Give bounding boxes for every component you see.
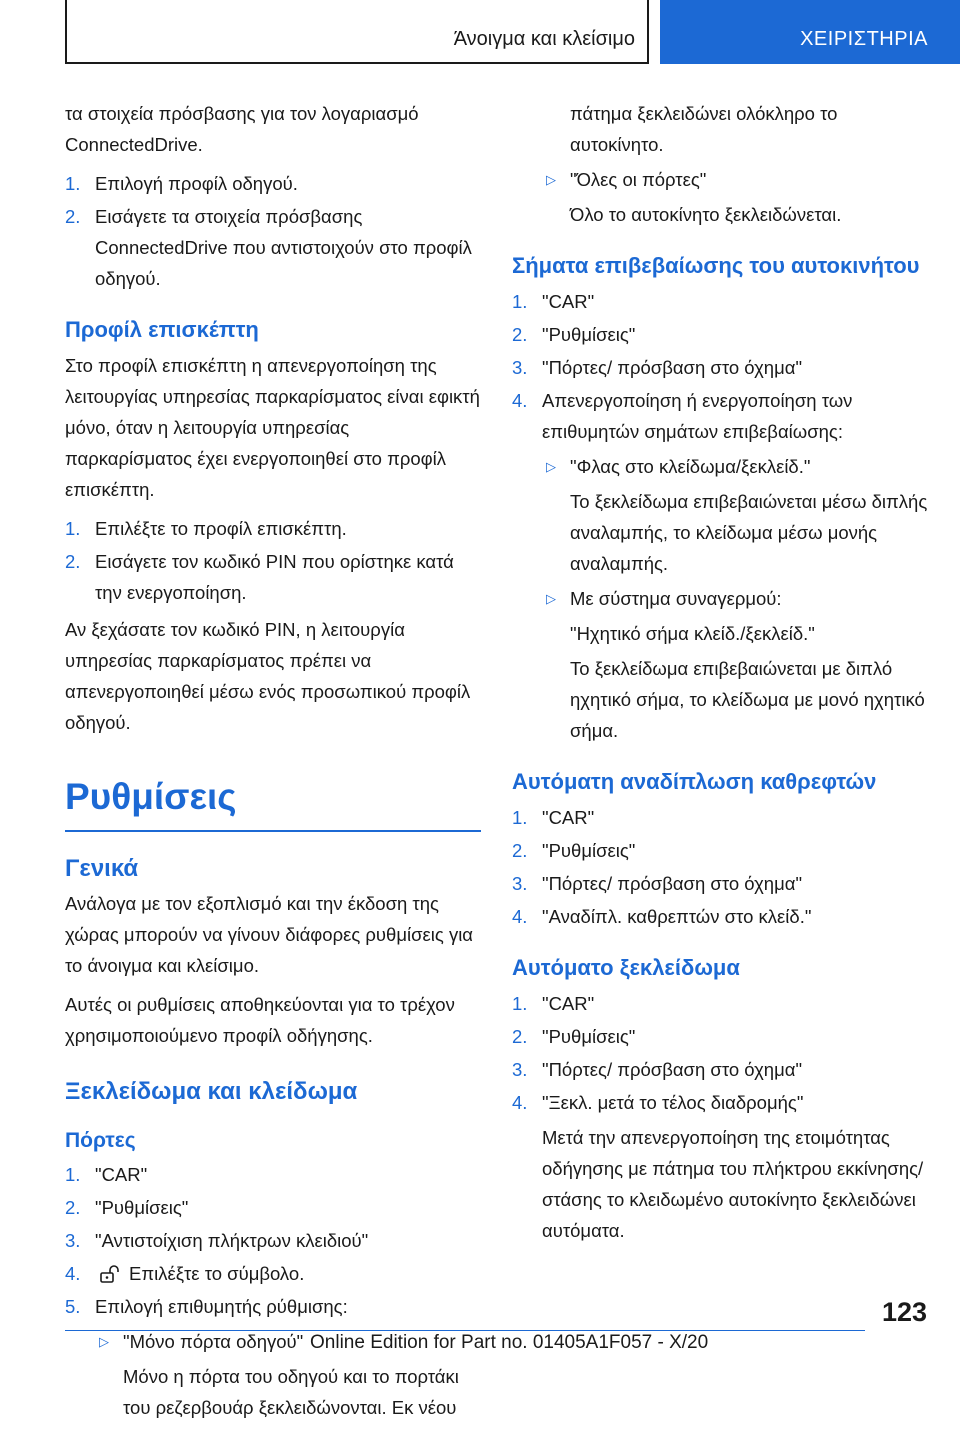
triangle-bullet-icon: ▷: [546, 459, 556, 474]
list-item: 1. "CAR": [512, 807, 595, 828]
confirm-steps-list: [512, 286, 932, 746]
triangle-bullet-icon: ▷: [546, 591, 556, 606]
list-item: 1. "CAR": [65, 1164, 148, 1185]
list-item: 5. Επιλογή επιθυμητής ρύθμισης: ▷ "Μόνο πόρτα οδηγού" Μόνο η πόρτα του οδηγού και το πορτάκι του ρεζερβουάρ ξεκλειδώνονται. Εκ νέου: [65, 1291, 481, 1423]
section-title-box: [65, 0, 649, 64]
list-item: 4. Απενεργοποίηση ή ενεργοποίηση των επιθυμητών σημάτων επιβεβαίωσης: ▷ "Φλας στο κλείδωμα/ξεκλείδ." Το ξεκλείδωμα επιβεβαιώνεται μέσω διπλής αναλαμπής, το κλείδωμα μέσω μονής αναλαμπής. ▷ Με σύστημα συναγερμού: "Ηχητικό σήμα κλείδ./ξεκλείδ." Το ξεκλείδωμα επιβεβαιώνεται με διπλό ηχητικό σήμα, το κλείδωμα με μονό ηχητικό σήμα.: [512, 385, 932, 746]
general-text-1: Ανάλογα με τον εξοπλισμό και την έκδοση της χώρας μπορούν να γίνουν διάφορες ρυθμίσεις για το άνοιγμα και κλείσιμο.: [65, 893, 473, 976]
unlock-key-icon: [99, 1265, 121, 1283]
left-column: [65, 98, 481, 1429]
heading-doors: Πόρτες: [65, 1129, 136, 1152]
mirror-steps-list: [512, 802, 932, 932]
right-column: [512, 98, 932, 1252]
list-item: 2. "Ρυθμίσεις": [512, 324, 636, 345]
list-item: 3. "Πόρτες/ πρόσβαση στο όχημα": [512, 357, 803, 378]
door-options-cont: [542, 98, 932, 230]
list-item: 2. "Ρυθμίσεις": [512, 840, 636, 861]
chapter-tab-label: ΧΕΙΡΙΣΤΗΡΙΑ: [800, 28, 928, 50]
list-item: 3. "Αντιστοίχιση πλήκτρων κλειδιού": [65, 1230, 369, 1251]
signal-options: [542, 451, 932, 746]
sub-item-cont: πάτημα ξεκλειδώνει ολόκληρο το αυτοκίνητο.: [570, 103, 838, 155]
sub-item-alarm: ▷ Με σύστημα συναγερμού: "Ηχητικό σήμα κλείδ./ξεκλείδ." Το ξεκλείδωμα επιβεβαιώνεται με διπλό ηχητικό σήμα, το κλείδωμα με μονό ηχητικό σήμα.: [542, 583, 932, 746]
list-item: 1. "CAR": [512, 291, 595, 312]
list-item: 4. "Ξεκλ. μετά το τέλος διαδρομής" Μετά την απενεργοποίηση της ετοιμότητας οδήγησης με πάτημα του πλήκτρου εκκίνησης/στάσης το κλειδωμένο αυτοκίνητο ξεκλειδώνει αυτόματα.: [512, 1092, 924, 1241]
page-number: 123: [881, 1297, 927, 1327]
list-item: 2. "Ρυθμίσεις": [512, 1026, 636, 1047]
list-item: 2. "Ρυθμίσεις": [65, 1197, 189, 1218]
edition-text: Online Edition for Part no. 01405A1F057 - X/20: [310, 1332, 709, 1353]
heading-confirm-signals: Σήματα επιβεβαίωσης του αυτοκινήτου: [512, 253, 920, 278]
section-title: Άνοιγμα και κλείσιμο: [453, 28, 635, 50]
heading-unlock-lock: Ξεκλείδωμα και κλείδωμα: [65, 1078, 358, 1105]
sub-item-all-doors: ▷ "Όλες οι πόρτες" Όλο το αυτοκίνητο ξεκλειδώνεται.: [542, 164, 932, 230]
list-item: 1. Επιλογή προφίλ οδηγού.: [65, 173, 298, 194]
chapter-tab[interactable]: [660, 0, 960, 64]
heading-general: Γενικά: [65, 855, 139, 882]
triangle-bullet-icon: ▷: [546, 172, 556, 187]
door-steps-list: [65, 1159, 481, 1423]
sub-item-driver-door: ▷ "Μόνο πόρτα οδηγού" Μόνο η πόρτα του οδηγού και το πορτάκι του ρεζερβουάρ ξεκλειδώνονται. Εκ νέου: [95, 1326, 481, 1423]
steps-list-b: [65, 513, 481, 608]
heading-mirror-fold: Αυτόματη αναδίπλωση καθρεφτών: [512, 769, 877, 794]
heading-auto-unlock: Αυτόματο ξεκλείδωμα: [512, 955, 740, 980]
footer-divider: [65, 1330, 865, 1331]
steps-list-a: [65, 168, 481, 294]
list-item: 4. Επιλέξτε το σύμβολο.: [65, 1263, 305, 1284]
list-item: 4. "Αναδίπλ. καθρεπτών στο κλείδ.": [512, 906, 812, 927]
list-item: 1. Επιλέξτε το προφίλ επισκέπτη.: [65, 518, 347, 539]
list-item: 3. "Πόρτες/ πρόσβαση στο όχημα": [512, 1059, 803, 1080]
guest-text: Στο προφίλ επισκέπτη η απενεργοποίηση της λειτουργίας υπηρεσίας παρκαρίσματος είναι εφικτή μόνο, όταν η λειτουργία υπηρεσίας παρκαρίσματος έχει ενεργοποιηθεί στο προφίλ επισκέπτη.: [65, 355, 480, 500]
general-text-2: Αυτές οι ρυθμίσεις αποθηκεύονται για το τρέχον χρησιμοποιούμενο προφίλ οδήγησης.: [65, 994, 455, 1046]
heading-settings: Ρυθμίσεις: [65, 774, 481, 832]
list-item: 2. Εισάγετε τον κωδικό PIN που ορίστηκε κατά την ενεργοποίηση.: [65, 551, 454, 603]
auto-steps-list: [512, 988, 932, 1246]
triangle-bullet-icon: ▷: [99, 1334, 109, 1349]
pin-note: Αν ξεχάσατε τον κωδικό PIN, η λειτουργία υπηρεσίας παρκαρίσματος πρέπει να απενεργοποιηθεί μέσω ενός προσωπικού προφίλ οδηγού.: [65, 619, 471, 733]
list-item: 1. "CAR": [512, 993, 595, 1014]
heading-guest-profile: Προφίλ επισκέπτη: [65, 317, 259, 342]
intro-text: τα στοιχεία πρόσβασης για τον λογαριασμό ConnectedDrive.: [65, 103, 419, 155]
list-item: 3. "Πόρτες/ πρόσβαση στο όχημα": [512, 873, 803, 894]
list-item: 2. Εισάγετε τα στοιχεία πρόσβασης ConnectedDrive που αντιστοιχούν στο προφίλ οδηγού.: [65, 206, 472, 289]
sub-item-flash: ▷ "Φλας στο κλείδωμα/ξεκλείδ." Το ξεκλείδωμα επιβεβαιώνεται μέσω διπλής αναλαμπής, το κλείδωμα μέσω μονής αναλαμπής.: [542, 451, 932, 579]
page-header: [0, 0, 960, 66]
